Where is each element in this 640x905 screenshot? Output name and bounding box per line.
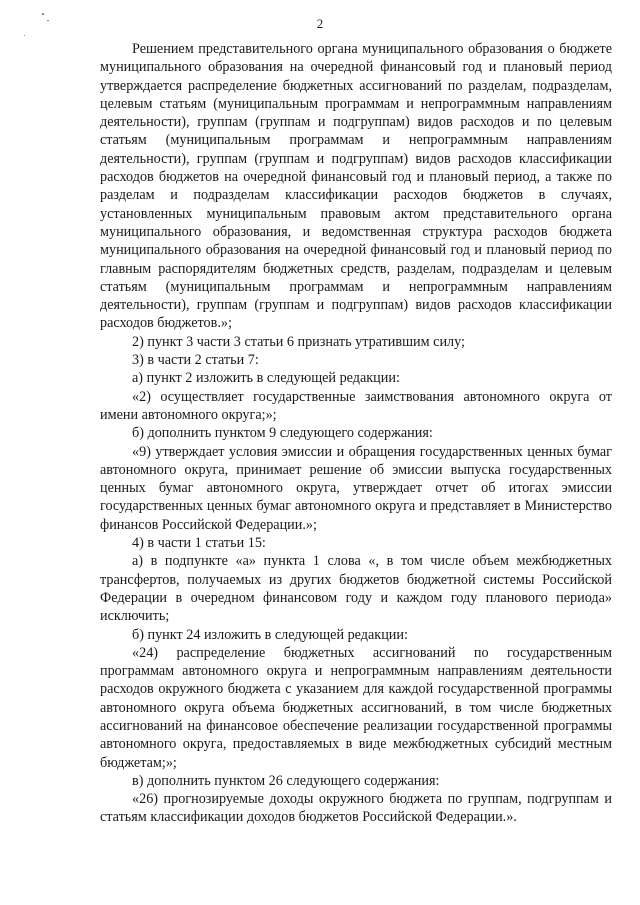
paragraph: Решением представительного органа муниципального образования о бюджете муниципального образования на очередной финансовый год и плановый период утверждается распределение бюджетных ассигнований по разделам, подразделам, целевым статьям (муниципальным программам и непрограммным направлениям деятельности), группам (группам и подгруппам) видов расходов и по целевым статьям (муниципальным программам и непрограммным направлениям деятельности), группам (группам и подгруппам) видов расходов классификации расходов бюджетов на очередной финансовый год и плановый период, а также по разделам и подразделам классификации расходов бюджетов в случаях, установленных муниципальным правовым актом представительного органа муниципального образования, и ведомственная структура расходов бюджета муниципального образования на очередной финансовый год и плановый период по главным распорядителям бюджетных средств, разделам, подразделам и целевым статьям (муниципальным программам и непрограммным направлениям деятельности), группам (группам и подгруппам) видов расходов классификации расходов бюджетов.»;: [100, 41, 612, 332]
scan-speck: [42, 13, 44, 15]
scan-speck: [24, 35, 25, 36]
paragraph: а) в подпункте «а» пункта 1 слова «, в том числе объем межбюджетных трансфертов, получаемых из других бюджетов бюджетной системы Российской Федерации в очередном финансовом году и каждом году планового периода» исключить;: [100, 553, 612, 625]
paragraph: б) дополнить пунктом 9 следующего содержания:: [132, 425, 433, 442]
paragraph: «24) распределение бюджетных ассигнований по государственным программам автономного округа и непрограммным направлениям деятельности расходов окружного бюджета с указанием для каждой государственной программы автономного округа объема бюджетных ассигнований, в том числе бюджетных ассигнований на финансовое обеспечение реализации государственной программы автономного округа, предоставляемых в виде межбюджетных субсидий местным бюджетам;»;: [100, 644, 612, 771]
paragraph: 3) в части 2 статьи 7:: [132, 352, 259, 369]
paragraph: в) дополнить пунктом 26 следующего содержания:: [132, 772, 440, 789]
paragraph: «2) осуществляет государственные заимствования автономного округа от имени автономного округа;»;: [100, 388, 612, 423]
paragraph: а) пункт 2 изложить в следующей редакции:: [132, 370, 400, 387]
paragraph: б) пункт 24 изложить в следующей редакции:: [132, 626, 408, 643]
paragraph: 4) в части 1 статьи 15:: [132, 535, 266, 552]
paragraph: «26) прогнозируемые доходы окружного бюджета по группам, подгруппам и статьям классификации доходов бюджетов Российской Федерации.».: [100, 791, 612, 826]
paragraph: 2) пункт 3 части 3 статьи 6 признать утратившим силу;: [132, 333, 465, 350]
page-number: 2: [316, 16, 324, 31]
paragraph: «9) утверждает условия эмиссии и обращения государственных ценных бумаг автономного округа, принимает решение об эмиссии выпуска государственных ценных бумаг автономного округа, утверждает отчет об итогах эмиссии государственных ценных бумаг автономного округа и представляет в Министерство финансов Российской Федерации.»;: [100, 443, 612, 533]
document-body: [100, 40, 612, 827]
